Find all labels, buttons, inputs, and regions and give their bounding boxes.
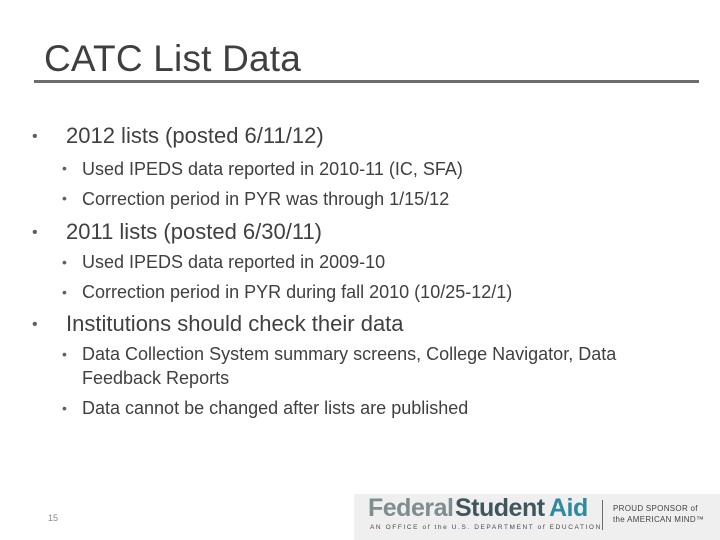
section-heading: 2012 lists (posted 6/11/12): [66, 123, 324, 148]
bullet-icon: •: [62, 346, 67, 362]
bullet-icon: •: [62, 160, 67, 176]
list-item: Used IPEDS data reported in 2010-11 (IC, SFA): [82, 159, 463, 179]
bullet-icon: •: [32, 224, 38, 241]
list-item: Correction period in PYR was through 1/15/12: [82, 189, 450, 209]
logo-tagline: AN OFFICE of the U.S. DEPARTMENT of EDUCATION: [370, 524, 602, 531]
page-number: 15: [48, 513, 59, 523]
list-item: Data cannot be changed after lists are published: [82, 398, 469, 418]
bullet-icon: •: [62, 400, 67, 416]
bullet-icon: •: [62, 190, 67, 206]
logo-word-student: Student: [455, 494, 545, 522]
list-item: Used IPEDS data reported in 2009-10: [82, 252, 386, 272]
bullet-icon: •: [32, 128, 38, 145]
bullet-icon: •: [62, 284, 67, 300]
logo-divider: [602, 500, 603, 530]
sponsor-line-2: the AMERICAN MIND™: [613, 515, 705, 524]
page-title: CATC List Data: [44, 38, 302, 79]
bullet-icon: •: [62, 254, 67, 270]
logo-word-federal: Federal: [368, 494, 454, 522]
bullet-icon: •: [32, 316, 38, 333]
section-heading: Institutions should check their data: [66, 311, 404, 336]
list-item: Data Collection System summary screens, College Navigator, Data Feedback Reports: [82, 344, 617, 388]
sponsor-line-1: PROUD SPONSOR of: [613, 504, 698, 513]
list-item: Correction period in PYR during fall 2010 (10/25-12/1): [82, 282, 513, 302]
logo-word-aid: Aid: [549, 494, 588, 522]
section-heading: 2011 lists (posted 6/30/11): [66, 219, 323, 244]
